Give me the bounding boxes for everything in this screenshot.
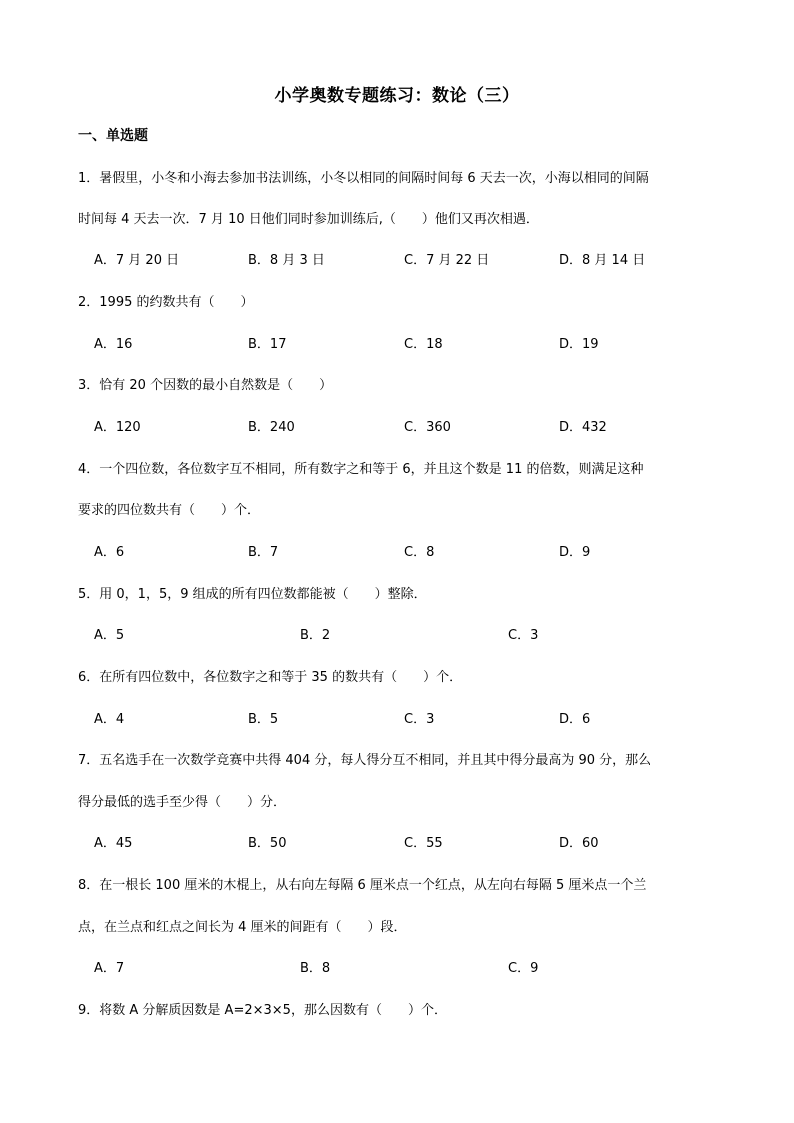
question-3-option-c: C．360: [404, 420, 451, 435]
question-7-text: 7．五名选手在一次数学竞赛中共得 404 分，每人得分互不相同，并且其中得分最高为 90 分，那么: [78, 753, 652, 768]
question-2-text: 2．1995 的约数共有（ ）: [78, 295, 254, 310]
question-1-option-a: A．7 月 20 日: [94, 253, 180, 268]
question-4-text: 要求的四位数共有（ ）个．: [78, 503, 261, 518]
question-6-option-b: B．5: [248, 712, 279, 727]
question-8-text: 点，在兰点和红点之间长为 4 厘米的间距有（ ）段．: [78, 920, 407, 935]
question-3-option-d: D．432: [559, 420, 607, 435]
question-6-option-c: C．3: [404, 712, 435, 727]
question-3-option-a: A．120: [94, 420, 141, 435]
question-3-text: 3．恰有 20 个因数的最小自然数是（ ）: [78, 378, 333, 393]
question-5-text: 5．用 0，1，5，9 组成的所有四位数都能被（ ）整除．: [78, 587, 427, 602]
question-7-option-d: D．60: [559, 836, 599, 851]
question-6-option-a: A．4: [94, 712, 125, 727]
question-4-option-c: C．8: [404, 545, 435, 560]
question-7-option-a: A．45: [94, 836, 133, 851]
question-2-option-b: B．17: [248, 337, 287, 352]
page-title: 小学奥数专题练习：数论（三）: [274, 86, 520, 106]
section-heading: 一、单选题: [78, 128, 148, 144]
question-6-option-d: D．6: [559, 712, 591, 727]
question-1-option-b: B．8 月 3 日: [248, 253, 325, 268]
question-8-option-a: A．7: [94, 961, 125, 976]
question-5-option-a: A．5: [94, 628, 125, 643]
question-3-option-b: B．240: [248, 420, 295, 435]
question-8-option-b: B．8: [300, 961, 331, 976]
question-2-option-a: A．16: [94, 337, 133, 352]
question-4-option-b: B．7: [248, 545, 279, 560]
question-4-text: 4．一个四位数，各位数字互不相同，所有数字之和等于 6，并且这个数是 11 的倍数，则满足这种: [78, 462, 644, 477]
question-5-option-b: B．2: [300, 628, 331, 643]
question-8-text: 8．在一根长 100 厘米的木棍上，从右向左每隔 6 厘米点一个红点，从左向右每隔 5 厘米点一个兰: [78, 878, 647, 893]
question-4-option-a: A．6: [94, 545, 125, 560]
question-6-text: 6．在所有四位数中，各位数字之和等于 35 的数共有（ ）个．: [78, 670, 463, 685]
question-2-option-c: C．18: [404, 337, 443, 352]
question-4-option-d: D．9: [559, 545, 591, 560]
question-2-option-d: D．19: [559, 337, 599, 352]
question-1-option-d: D．8 月 14 日: [559, 253, 646, 268]
question-5-option-c: C．3: [508, 628, 539, 643]
question-1-text: 时间每 4 天去一次．7 月 10 日他们同时参加训练后,（ ）他们又再次相遇．: [78, 212, 539, 227]
question-7-text: 得分最低的选手至少得（ ）分．: [78, 795, 287, 810]
question-7-option-c: C．55: [404, 836, 443, 851]
question-9-text: 9．将数 A 分解质因数是 A=2×3×5，那么因数有（ ）个．: [78, 1003, 447, 1018]
question-1-option-c: C．7 月 22 日: [404, 253, 490, 268]
question-7-option-b: B．50: [248, 836, 287, 851]
question-1-text: 1．暑假里，小冬和小海去参加书法训练，小冬以相同的间隔时间每 6 天去一次，小海以相同的间隔: [78, 171, 649, 186]
question-8-option-c: C．9: [508, 961, 539, 976]
